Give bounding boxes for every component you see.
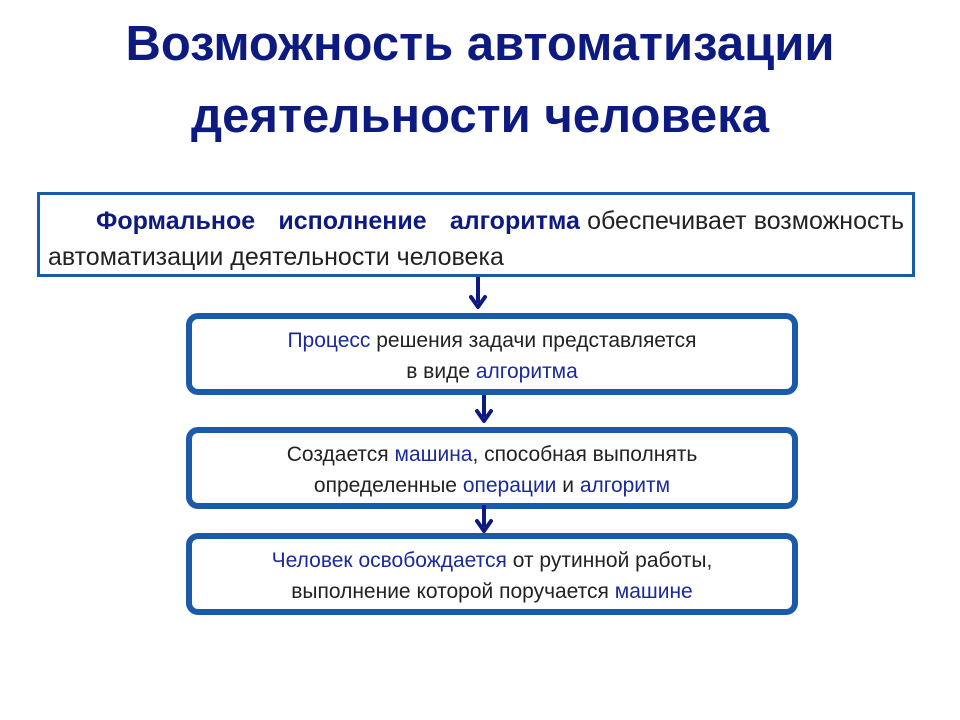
statement-box	[37, 192, 915, 277]
step-3-part-1: Человек освобождается	[271, 549, 507, 572]
step-3-part-4: машине	[614, 580, 693, 603]
step-box-human	[186, 533, 798, 615]
step-2-part-3: , способная выполнять	[472, 443, 698, 466]
arrow-down-icon	[472, 395, 496, 427]
step-2-part-4: определенные	[313, 474, 463, 497]
step-1-part-3: в виде	[406, 360, 476, 383]
step-2-part-6: и	[556, 474, 580, 497]
step-2-part-1: Создается	[286, 443, 395, 466]
step-1-part-1: Процесс	[287, 329, 371, 352]
statement-text-1: обеспечивает	[587, 207, 747, 235]
arrow-down-icon	[466, 277, 490, 313]
title-line-2: деятельности человека	[191, 89, 769, 143]
step-3-part-2: от рутинной работы,	[506, 549, 713, 572]
statement-emphasis: Формальное исполнение алгоритма	[96, 207, 580, 235]
statement-text-2: возможность автоматизации деятельности человека	[48, 207, 904, 271]
step-box-process	[186, 313, 798, 395]
step-2-part-7: алгоритм	[579, 474, 671, 497]
step-box-machine	[186, 427, 798, 509]
step-1-part-2: решения задачи представляется	[370, 329, 697, 352]
step-2-part-5: операции	[462, 474, 557, 497]
step-2-part-2: машина	[394, 443, 473, 466]
step-3-part-3: выполнение которой поручается	[291, 580, 615, 603]
slide-title	[0, 8, 960, 152]
step-1-part-4: алгоритма	[475, 360, 578, 383]
title-line-1: Возможность автоматизации	[125, 17, 835, 71]
